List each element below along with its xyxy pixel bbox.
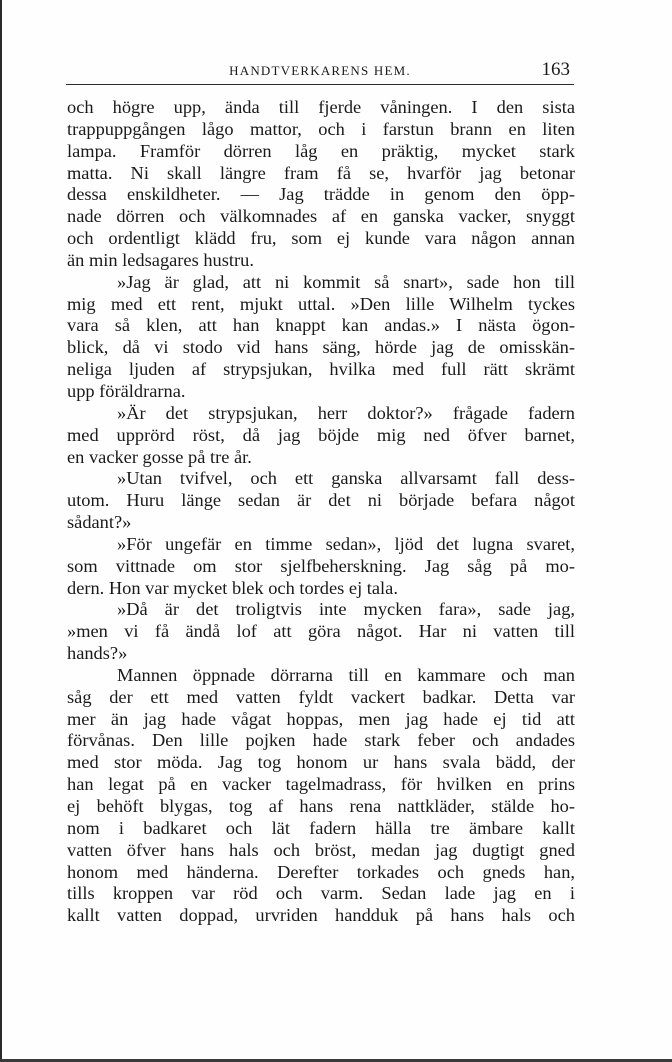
- text-line: lampa. Framför dörren låg en präktig, mycket stark: [67, 140, 575, 161]
- text-line: kallt vatten doppad, urvriden handduk på hans hals och: [67, 905, 575, 926]
- text-line: mer än jag hade vågat hoppas, men jag hade ej tid att: [67, 708, 575, 729]
- text-line: ej behöft blygas, tog af hans rena nattkläder, stälde ho-: [67, 796, 575, 816]
- text-line: nom i badkaret och lät fadern hälla tre ämbare kallt: [67, 817, 575, 838]
- text-line: med stor möda. Jag tog honom ur hans svala bädd, der: [67, 752, 575, 773]
- text-line: dessa enskildheter. — Jag trädde in genom den öpp-: [67, 184, 575, 205]
- text-line: trappuppgången lågo mattor, och i farstun brann en liten: [67, 118, 575, 139]
- running-header: [66, 60, 574, 85]
- text-line: matta. Ni skall längre fram få se, hvarför jag betonar: [67, 162, 575, 183]
- text-line: och högre upp, ända till fjerde våningen. I den sista: [67, 97, 575, 117]
- text-line: »Då är det troligtvis inte mycken fara», sade jag,: [117, 599, 575, 620]
- text-line: än min ledsagares hustru.: [67, 249, 254, 270]
- text-line: tills kroppen var röd och varm. Sedan lade jag en i: [67, 883, 575, 904]
- page-number: 163: [541, 59, 570, 80]
- text-line: med upprörd röst, då jag böjde mig ned öfver barnet,: [67, 424, 575, 445]
- text-line: dern. Hon var mycket blek och tordes ej tala.: [67, 577, 398, 598]
- body-text: [67, 97, 575, 927]
- text-line: »Är det strypsjukan, herr doktor?» frågade fadern: [117, 402, 575, 423]
- running-title: HANDTVERKARENS HEM.: [229, 63, 411, 78]
- text-line: vara så klen, att han knappt kan andas.» I nästa ögon-: [67, 315, 575, 336]
- text-line: sådant?»: [67, 512, 132, 533]
- text-line: utom. Huru länge sedan är det ni började befara något: [67, 490, 575, 511]
- text-line: mig med ett rent, mjukt uttal. »Den lille Wilhelm tyckes: [67, 293, 575, 314]
- text-line: blick, då vi stodo vid hans säng, hörde jag de omisskän-: [67, 337, 575, 358]
- text-line: nade dörren och välkomnades af en ganska vacker, snyggt: [67, 206, 575, 227]
- text-line: som vittnade om stor sjelfbeherskning. Jag såg på mo-: [67, 555, 575, 576]
- left-page-edge: [0, 0, 2, 1062]
- text-line: vatten öfver hans hals och bröst, medan jag dugtigt gned: [67, 839, 575, 860]
- text-line: såg der ett med vatten fyldt vackert badkar. Detta var: [67, 686, 575, 707]
- text-line: han legat på en vacker tagelmadrass, för hvilken en prins: [67, 774, 575, 795]
- text-line: honom med händerna. Derefter torkades och gneds han,: [67, 861, 575, 882]
- text-line: neliga ljuden af strypsjukan, hvilka med full rätt skrämt: [67, 359, 575, 380]
- text-line: och ordentligt klädd fru, som ej kunde vara någon annan: [67, 228, 575, 249]
- text-line: »men vi få ändå lof att göra något. Har ni vatten till: [67, 621, 575, 642]
- text-line: upp föräldrarna.: [67, 380, 186, 401]
- text-line: en vacker gosse på tre år.: [67, 446, 252, 467]
- text-line: hands?»: [67, 643, 128, 664]
- text-line: »För ungefär en timme sedan», ljöd det lugna svaret,: [117, 533, 575, 554]
- text-line: förvånas. Den lille pojken hade stark feber och andades: [67, 730, 575, 751]
- text-line: »Utan tvifvel, och ett ganska allvarsamt fall dess-: [117, 468, 575, 489]
- text-line: Mannen öppnade dörrarna till en kammare och man: [117, 664, 575, 685]
- text-line: »Jag är glad, att ni kommit så snart», sade hon till: [117, 271, 575, 292]
